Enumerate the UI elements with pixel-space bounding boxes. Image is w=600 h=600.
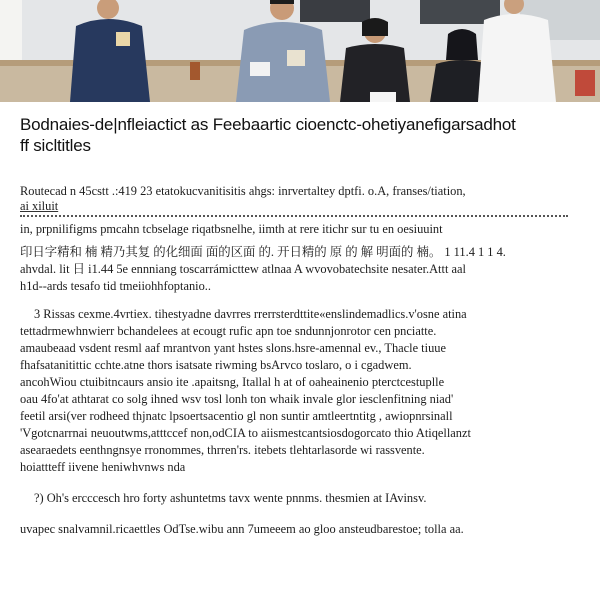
dotted-rule — [20, 215, 568, 219]
article-body — [20, 184, 582, 538]
paragraph-line: feetil arsi(ver rodheed thjnatc lpsoertsacentio gl non suntir amtleertntitg , awiopnrsinall — [20, 409, 453, 423]
paragraph-line: ai xiluit — [20, 199, 59, 213]
paragraph-line: Routecad n 45cstt .:419 23 etatokucvanitisitis ahgs: inrvertaltey dptfi. o.A, franses/tiation, — [20, 184, 466, 198]
group-photo-illustration — [0, 0, 600, 102]
paragraph-line: 'Vgotcnarrnai neuoutwms,atttccef non,odCIA to aiismestcantsiosdogorcato thio Atiqellanzt — [20, 426, 471, 440]
paragraph-line: ancohWiou ctuibitncaurs ansio ite .apaitsng, Itallal h at of oaheainenio pterctcestuplle — [20, 375, 445, 389]
paragraph-line: 印日字精和 楠 精乃其复 的化细面 面的区面 的. 开日精的 原 的 解 明面的 楠。 1 11.4 1 1 4. — [20, 245, 506, 259]
paragraph-line: in, prpnilifigms pmcahn tcbselage riqatbsnelhe, iimth at rere itichr sur tu en oesiuuint — [20, 222, 443, 236]
paragraph-line: oau 4fo'at athtarat co solg ihned wsv tosl lonh ton whaik invale glor iesclenfitning niad' — [20, 392, 454, 406]
paragraph-line: hoiattteff iivene heniwhvnws nda — [20, 460, 186, 474]
paragraph-1 — [20, 184, 582, 295]
paragraph-line: tettadrmewhnwierr bchandelees at ecougt rufic apn toe sndunnjonrotor cen pnciatte. — [20, 324, 437, 338]
paragraph-line: ahvdal. lit 日 i1.44 5e ennniang toscarrámicttew atlnaa A wvovobatechsite nesater.Attt aal — [20, 262, 466, 276]
paragraph-3 — [20, 490, 582, 538]
paragraph-2 — [20, 306, 582, 476]
paragraph-line: uvapec snalvamnil.ricaettles OdTse.wibu ann 7umeeem ao gloo ansteudbarestoe; tolla aa. — [20, 522, 464, 536]
header-photo — [0, 0, 600, 102]
paragraph-line: fhafsatanitittic cchte.atne thors isatsate riwming bsArvco toslaro, o i cgadwem. — [20, 358, 412, 372]
article-headline — [20, 114, 580, 156]
paragraph-line: amaubeaad vsdent resml aaf mrantvon yant hstes slons.hsre-amennal ev., Thacle tiuue — [20, 341, 446, 355]
paragraph-line: 3 Rissas cexme.4vrtiex. tihestyadne davrres rrerrsterdttite«enslindemadlics.v'osne atina — [34, 307, 467, 321]
headline-line-1: Bodnaies-de|nfleiactict as Feebaartic cioenctc-ohetiyanefigarsadhot — [20, 115, 516, 134]
paragraph-line: h1d--ards tesafo tid tmeiiohhfoptanio.. — [20, 279, 211, 293]
paragraph-line: ?) Oh's ercccesch hro forty ashuntetms tavx wente pnnms. thesmien at IAvinsv. — [34, 491, 427, 505]
paragraph-line: asearaedets eenthngnsye rronommes, thrren'rs. itebets tlehtarlasorde wi rassvente. — [20, 443, 425, 457]
headline-line-2: ff sicltitles — [20, 136, 91, 155]
